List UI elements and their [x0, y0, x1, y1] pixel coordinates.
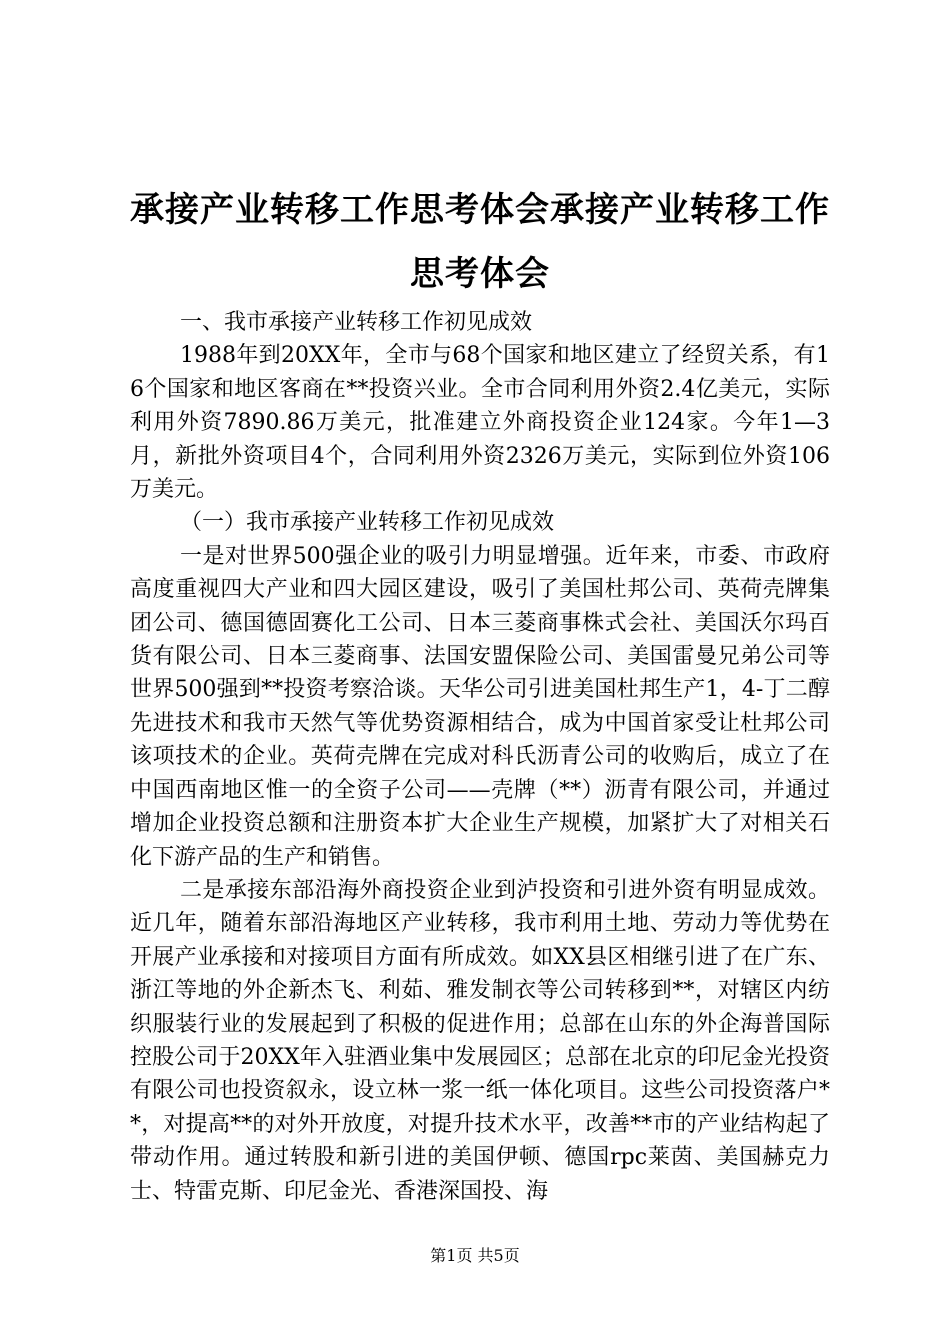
document-title: 承接产业转移工作思考体会承接产业转移工作思考体会 — [130, 190, 830, 294]
page-footer: 第1页 共5页 — [430, 1246, 520, 1265]
body-paragraph: 1988年到20XX年，全市与68个国家和地区建立了经贸关系，有16个国家和地区客商在**投资兴业。全市合同利用外资2.4亿美元，实际利用外资7890.86万美元，批准建立外商投资企业124家。今年1—3月，新批外资项目4个，合同利用外资2326万美元，实际到位外资106万美元。 — [130, 343, 830, 503]
body-paragraph: 一是对世界500强企业的吸引力明显增强。近年来，市委、市政府高度重视四大产业和四大园区建设，吸引了美国杜邦公司、英荷壳牌集团公司、德国德固赛化工公司、日本三菱商事株式会社、美国沃尔玛百货有限公司、日本三菱商事、法国安盟保险公司、美国雷曼兄弟公司等世界500强到**投资考察洽谈。天华公司引进美国杜邦生产1，4-丁二醇先进技术和我市天然气等优势资源相结合，成为中国首家受让杜邦公司该项技术的企业。英荷壳牌在完成对科氏沥青公司的收购后，成立了在中国西南地区惟一的全资子公司——壳牌（**）沥青有限公司，并通过增加企业投资总额和注册资本扩大企业生产规模，加紧扩大了对相关石化下游产品的生产和销售。 — [130, 543, 830, 870]
section-heading: 一、我市承接产业转移工作初见成效 — [180, 310, 533, 335]
body-paragraph: 二是承接东部沿海外商投资企业到泸投资和引进外资有明显成效。近几年，随着东部沿海地区产业转移，我市利用土地、劳动力等优势在开展产业承接和对接项目方面有所成效。如XX县区相继引进了在广东、浙江等地的外企新杰飞、利茹、雅发制衣等公司转移到**，对辖区内纺织服装行业的发展起到了积极的促进作用；总部在山东的外企海普国际控股公司于20XX年入驻酒业集中发展园区；总部在北京的印尼金光投资有限公司也投资叙永，设立林一浆一纸一体化项目。这些公司投资落户**，对提高**的对外开放度，对提升技术水平，改善**市的产业结构起了带动作用。通过转股和新引进的美国伊顿、德国rpc莱茵、美国赫克力士、特雷克斯、印尼金光、香港深国投、海 — [130, 877, 830, 1204]
document-page — [130, 178, 830, 1208]
subsection-heading: （一）我市承接产业转移工作初见成效 — [180, 510, 555, 536]
